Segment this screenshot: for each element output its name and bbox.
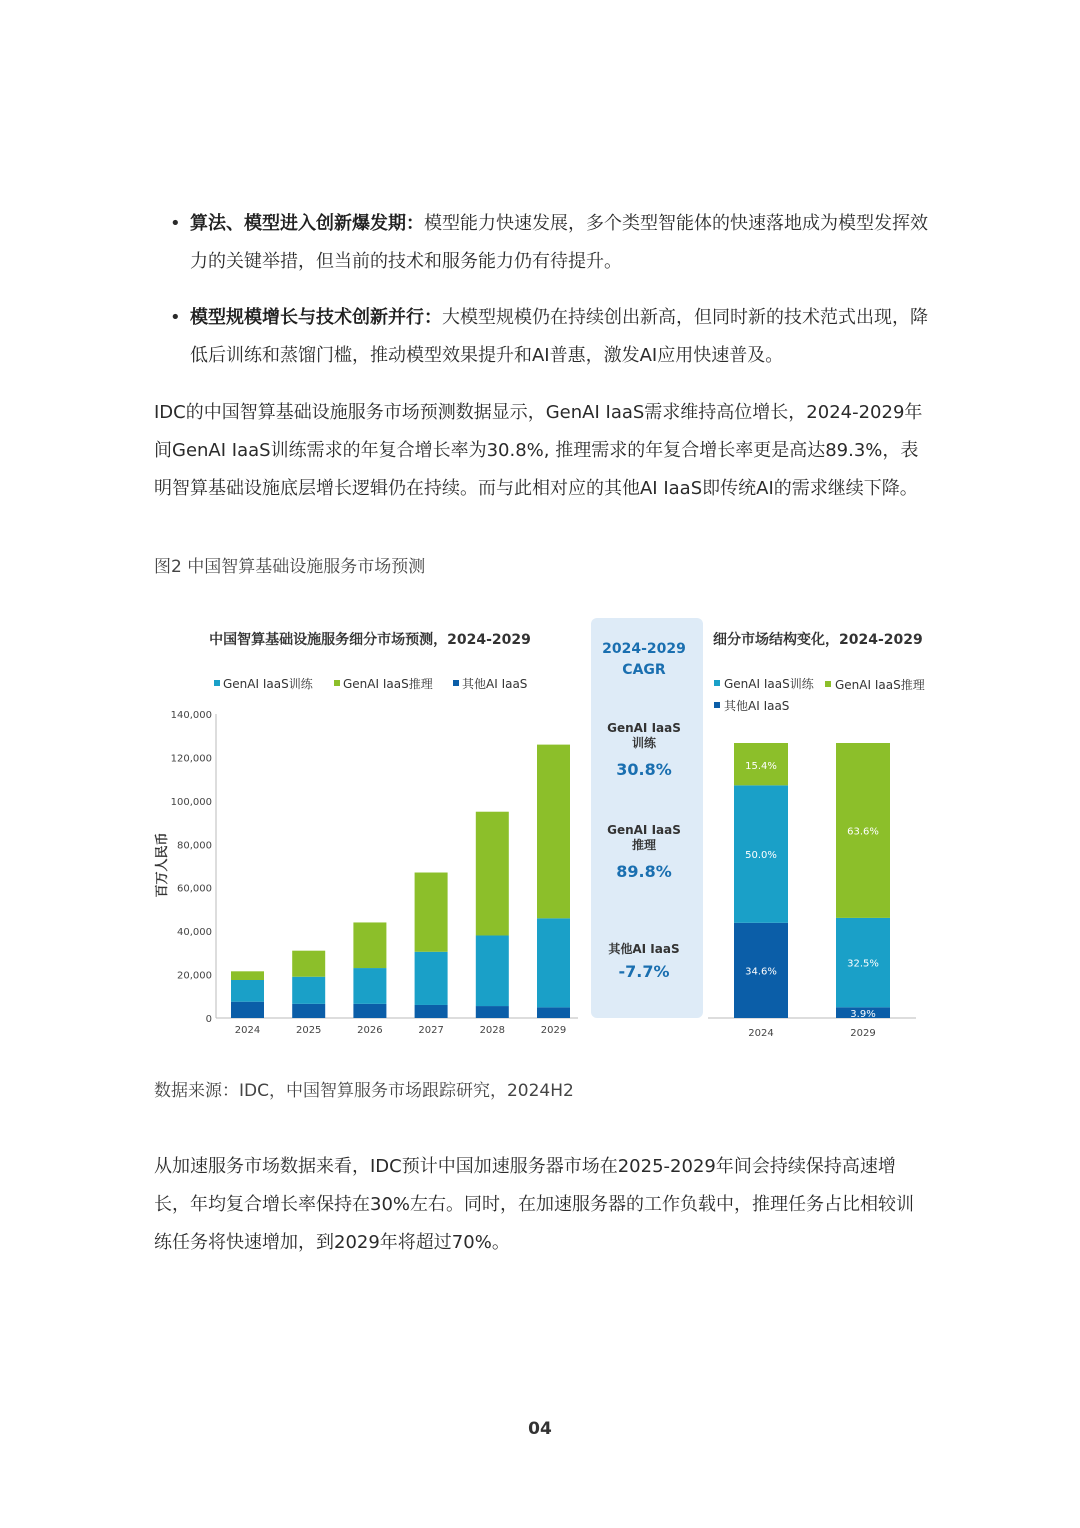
data-source-note: 数据来源：IDC，中国智算服务市场跟踪研究，2024H2 — [154, 1081, 574, 1101]
cagr-value: -7.7% — [618, 962, 670, 981]
legend-label: 其他AI IaaS — [462, 677, 528, 691]
y-tick-label: 60,000 — [177, 883, 212, 895]
stacked-percent-chart-structure — [708, 631, 925, 1039]
left-chart-legend — [214, 676, 527, 691]
figure-chart — [0, 610, 1080, 1070]
bullet-dot: • — [170, 213, 181, 234]
bar-segment-training — [231, 980, 264, 1002]
bar-segment-other — [476, 1006, 509, 1018]
bar-segment-training — [353, 968, 386, 1004]
data-label: 34.6% — [745, 966, 777, 978]
x-tick-label: 2029 — [540, 1025, 567, 1036]
x-tick-label: 2027 — [418, 1025, 444, 1036]
data-label: 32.5% — [847, 958, 879, 970]
bar-segment-training — [415, 952, 448, 1005]
cagr-title-line2: CAGR — [622, 662, 666, 678]
left-chart-bars — [231, 745, 570, 1036]
legend-label: GenAI IaaS推理 — [343, 677, 433, 691]
x-tick-label: 2029 — [850, 1028, 876, 1039]
bullet-heading: 算法、模型进入创新爆发期： — [190, 213, 424, 234]
data-label: 15.4% — [745, 761, 777, 772]
data-label: 63.6% — [847, 826, 879, 838]
legend-swatch — [453, 680, 459, 686]
paragraph-accelerated-servers: 从加速服务市场数据来看，IDC预计中国加速服务器市场在2025-2029年间会持续保持高速增长，年均复合增长率保持在30%左右。同时，在加速服务器的工作负载中，推理任务占比相较训练任务将快速增加，到2029年将超过70%。 — [154, 1156, 915, 1253]
data-label: 50.0% — [745, 850, 777, 862]
bar-segment-inference — [353, 922, 386, 968]
cagr-value: 89.8% — [616, 862, 672, 881]
bar-segment-inference — [415, 873, 448, 952]
cagr-title-line1: 2024-2029 — [602, 641, 686, 657]
cagr-value: 30.8% — [616, 760, 672, 779]
x-tick-label: 2024 — [748, 1028, 774, 1039]
legend-swatch — [714, 702, 720, 708]
y-axis-label: 百万人民币 — [155, 832, 170, 898]
x-tick-label: 2024 — [234, 1025, 261, 1036]
legend-swatch — [714, 680, 720, 686]
legend-label: GenAI IaaS训练 — [223, 677, 313, 691]
legend-swatch — [825, 681, 831, 687]
legend-swatch — [214, 680, 220, 686]
legend-label: GenAI IaaS训练 — [724, 677, 814, 691]
x-tick-label: 2026 — [357, 1025, 383, 1036]
bar-segment-inference — [537, 745, 570, 919]
bar-segment-training — [476, 935, 509, 1006]
left-chart-title: 中国智算基础设施服务细分市场预测，2024-2029 — [209, 632, 531, 648]
right-chart-title: 细分市场结构变化，2024-2029 — [713, 632, 923, 648]
legend-swatch — [334, 680, 340, 686]
bar-segment-other — [292, 1004, 325, 1018]
bullet-text: 大模型规模仍在持续创出新高，但同时新的技术范式出现，降低后训练和蒸馏门槛，推动模型效果提升和AI普惠，激发AI应用快速普及。 — [190, 307, 928, 366]
y-tick-label: 120,000 — [170, 753, 212, 765]
bullet-text: 模型能力快速发展，多个类型智能体的快速落地成为模型发挥效力的关键举措，但当前的技术和服务能力仍有待提升。 — [190, 213, 928, 272]
figure-caption: 图2 中国智算基础设施服务市场预测 — [154, 557, 426, 577]
y-tick-label: 100,000 — [170, 796, 212, 808]
bar-segment-other — [415, 1005, 448, 1018]
legend-label: GenAI IaaS推理 — [835, 678, 925, 692]
cagr-label: GenAI IaaS — [607, 721, 681, 735]
y-tick-label: 0 — [205, 1014, 212, 1025]
x-tick-label: 2028 — [479, 1025, 506, 1036]
page-number: 04 — [528, 1419, 552, 1439]
y-tick-label: 140,000 — [170, 710, 212, 721]
bar-segment-other — [537, 1007, 570, 1018]
right-chart-bars — [708, 743, 916, 1039]
bar-segment-other — [353, 1004, 386, 1018]
bullet-heading: 模型规模增长与技术创新并行： — [190, 307, 442, 328]
cagr-label: 训练 — [631, 736, 657, 750]
legend-label: 其他AI IaaS — [724, 699, 790, 713]
data-label: 3.9% — [850, 1009, 876, 1020]
bar-segment-training — [292, 977, 325, 1004]
x-tick-label: 2025 — [295, 1025, 322, 1036]
stacked-bar-chart-forecast — [154, 631, 578, 1036]
bullet-list — [170, 205, 930, 393]
bar-segment-inference — [476, 812, 509, 936]
bullet-item — [170, 205, 930, 281]
cagr-panel-background — [591, 618, 703, 1018]
paragraph-market-forecast: IDC的中国智算基础设施服务市场预测数据显示，GenAI IaaS需求维持高位增长，2024-2029年间GenAI IaaS训练需求的年复合增长率为30.8%, 推理需求的年复合增长率更是高达89.3%，表明智算基础设施底层增长逻辑仍在持续。而与此相对应的其他AI IaaS即传统AI的需求继续下降。 — [154, 402, 923, 499]
y-tick-label: 40,000 — [177, 927, 212, 939]
cagr-label: 其他AI IaaS — [608, 942, 680, 956]
cagr-panel — [591, 618, 703, 1018]
y-tick-label: 80,000 — [177, 840, 212, 852]
bullet-item — [170, 299, 930, 375]
bullet-dot: • — [170, 307, 181, 328]
bar-segment-other — [231, 1002, 264, 1018]
bar-segment-inference — [231, 971, 264, 980]
bar-segment-training — [537, 918, 570, 1007]
cagr-label: 推理 — [631, 838, 657, 852]
y-tick-label: 20,000 — [177, 970, 212, 982]
cagr-label: GenAI IaaS — [607, 823, 681, 837]
right-chart-legend — [714, 676, 925, 713]
bar-segment-inference — [292, 951, 325, 977]
